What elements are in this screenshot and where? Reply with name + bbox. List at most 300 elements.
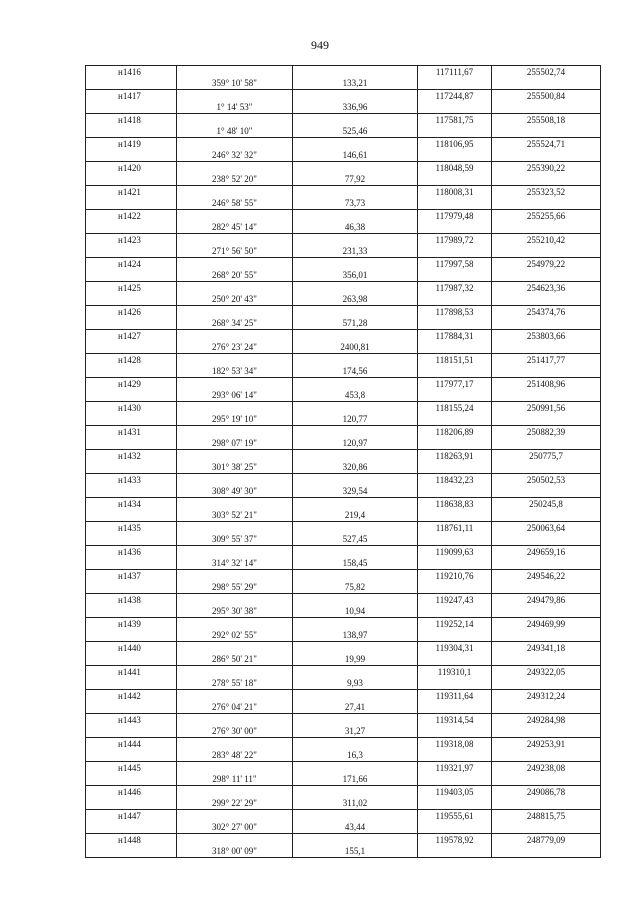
empty-cell (492, 390, 601, 402)
x-coordinate: 119310,1 (418, 666, 492, 678)
segment-row (86, 678, 601, 690)
point-name: н1423 (86, 234, 177, 246)
direction-angle: 276° 30' 00" (177, 726, 293, 738)
y-coordinate: 249322,05 (492, 666, 601, 678)
direction-angle: 314° 32' 14" (177, 558, 293, 570)
empty-cell (177, 498, 293, 510)
segment-row (86, 774, 601, 786)
segment-length: 120,97 (293, 438, 418, 450)
x-coordinate: 117997,58 (418, 258, 492, 270)
empty-cell (86, 774, 177, 786)
empty-cell (177, 546, 293, 558)
segment-length: 75,82 (293, 582, 418, 594)
empty-cell (492, 294, 601, 306)
empty-cell (418, 510, 492, 522)
empty-cell (177, 834, 293, 846)
empty-cell (293, 522, 418, 534)
empty-cell (418, 414, 492, 426)
direction-angle: 271° 56' 50" (177, 246, 293, 258)
segment-length: 120,77 (293, 414, 418, 426)
empty-cell (293, 378, 418, 390)
empty-cell (492, 774, 601, 786)
empty-cell (86, 630, 177, 642)
empty-cell (293, 450, 418, 462)
empty-cell (177, 570, 293, 582)
point-row (86, 762, 601, 774)
empty-cell (177, 522, 293, 534)
point-name: н1439 (86, 618, 177, 630)
empty-cell (177, 282, 293, 294)
empty-cell (86, 366, 177, 378)
empty-cell (293, 762, 418, 774)
point-row (86, 570, 601, 582)
x-coordinate: 119247,43 (418, 594, 492, 606)
segment-length: 311,02 (293, 798, 418, 810)
empty-cell (177, 114, 293, 126)
empty-cell (492, 174, 601, 186)
y-coordinate: 249479,86 (492, 594, 601, 606)
empty-cell (293, 282, 418, 294)
segment-length: 571,28 (293, 318, 418, 330)
empty-cell (86, 822, 177, 834)
x-coordinate: 119099,63 (418, 546, 492, 558)
segment-length: 19,99 (293, 654, 418, 666)
point-name: н1432 (86, 450, 177, 462)
point-row (86, 786, 601, 798)
empty-cell (492, 654, 601, 666)
x-coordinate: 118155,24 (418, 402, 492, 414)
segment-row (86, 630, 601, 642)
empty-cell (492, 534, 601, 546)
empty-cell (293, 690, 418, 702)
point-row (86, 522, 601, 534)
empty-cell (86, 294, 177, 306)
empty-cell (177, 762, 293, 774)
direction-angle: 282° 45' 14" (177, 222, 293, 234)
segment-length: 336,96 (293, 102, 418, 114)
empty-cell (418, 126, 492, 138)
empty-cell (293, 618, 418, 630)
segment-length: 2400,81 (293, 342, 418, 354)
point-name: н1421 (86, 186, 177, 198)
point-row (86, 138, 601, 150)
empty-cell (492, 342, 601, 354)
empty-cell (86, 798, 177, 810)
empty-cell (293, 594, 418, 606)
segment-length: 46,38 (293, 222, 418, 234)
point-name: н1427 (86, 330, 177, 342)
point-name: н1418 (86, 114, 177, 126)
direction-angle: 276° 04' 21" (177, 702, 293, 714)
x-coordinate: 118638,83 (418, 498, 492, 510)
empty-cell (177, 66, 293, 78)
point-name: н1426 (86, 306, 177, 318)
empty-cell (418, 750, 492, 762)
empty-cell (492, 726, 601, 738)
point-row (86, 66, 601, 78)
empty-cell (293, 426, 418, 438)
point-name: н1441 (86, 666, 177, 678)
direction-angle: 268° 34' 25" (177, 318, 293, 330)
y-coordinate: 248779,09 (492, 834, 601, 846)
empty-cell (418, 246, 492, 258)
x-coordinate: 117977,17 (418, 378, 492, 390)
empty-cell (418, 222, 492, 234)
point-name: н1429 (86, 378, 177, 390)
direction-angle: 301° 38' 25" (177, 462, 293, 474)
empty-cell (418, 270, 492, 282)
empty-cell (492, 150, 601, 162)
empty-cell (86, 246, 177, 258)
empty-cell (293, 186, 418, 198)
empty-cell (86, 582, 177, 594)
empty-cell (86, 462, 177, 474)
point-name: н1430 (86, 402, 177, 414)
segment-row (86, 126, 601, 138)
y-coordinate: 255508,18 (492, 114, 601, 126)
empty-cell (418, 678, 492, 690)
segment-length: 329,54 (293, 486, 418, 498)
y-coordinate: 250502,53 (492, 474, 601, 486)
empty-cell (177, 306, 293, 318)
empty-cell (418, 102, 492, 114)
empty-cell (293, 114, 418, 126)
point-name: н1448 (86, 834, 177, 846)
segment-row (86, 78, 601, 90)
empty-cell (293, 738, 418, 750)
point-row (86, 642, 601, 654)
empty-cell (418, 462, 492, 474)
empty-cell (293, 570, 418, 582)
direction-angle: 246° 32' 32" (177, 150, 293, 162)
y-coordinate: 249284,98 (492, 714, 601, 726)
x-coordinate: 119403,05 (418, 786, 492, 798)
y-coordinate: 250882,39 (492, 426, 601, 438)
empty-cell (492, 510, 601, 522)
point-name: н1424 (86, 258, 177, 270)
coordinates-table-body (86, 66, 601, 858)
empty-cell (293, 402, 418, 414)
empty-cell (177, 642, 293, 654)
point-row (86, 162, 601, 174)
empty-cell (177, 594, 293, 606)
point-name: н1422 (86, 210, 177, 222)
segment-row (86, 198, 601, 210)
segment-row (86, 798, 601, 810)
empty-cell (177, 786, 293, 798)
empty-cell (177, 666, 293, 678)
segment-row (86, 654, 601, 666)
empty-cell (492, 270, 601, 282)
empty-cell (177, 138, 293, 150)
empty-cell (418, 582, 492, 594)
point-name: н1420 (86, 162, 177, 174)
x-coordinate: 118048,59 (418, 162, 492, 174)
y-coordinate: 255210,42 (492, 234, 601, 246)
segment-row (86, 438, 601, 450)
empty-cell (177, 210, 293, 222)
empty-cell (418, 438, 492, 450)
empty-cell (492, 414, 601, 426)
point-row (86, 330, 601, 342)
empty-cell (418, 390, 492, 402)
point-name: н1440 (86, 642, 177, 654)
empty-cell (418, 774, 492, 786)
empty-cell (177, 450, 293, 462)
direction-angle: 308° 49' 30" (177, 486, 293, 498)
direction-angle: 295° 19' 10" (177, 414, 293, 426)
empty-cell (492, 486, 601, 498)
empty-cell (293, 834, 418, 846)
y-coordinate: 254374,76 (492, 306, 601, 318)
y-coordinate: 250245,8 (492, 498, 601, 510)
direction-angle: 293° 06' 14" (177, 390, 293, 402)
segment-length: 138,97 (293, 630, 418, 642)
point-name: н1447 (86, 810, 177, 822)
direction-angle: 286° 50' 21" (177, 654, 293, 666)
empty-cell (492, 78, 601, 90)
point-row (86, 498, 601, 510)
coordinates-table (85, 65, 601, 858)
y-coordinate: 255323,52 (492, 186, 601, 198)
point-name: н1443 (86, 714, 177, 726)
direction-angle: 309° 55' 37" (177, 534, 293, 546)
segment-row (86, 174, 601, 186)
empty-cell (86, 342, 177, 354)
segment-row (86, 270, 601, 282)
segment-row (86, 534, 601, 546)
empty-cell (177, 354, 293, 366)
point-row (86, 402, 601, 414)
x-coordinate: 119304,31 (418, 642, 492, 654)
y-coordinate: 254623,36 (492, 282, 601, 294)
segment-length: 320,86 (293, 462, 418, 474)
x-coordinate: 119311,64 (418, 690, 492, 702)
x-coordinate: 119314,54 (418, 714, 492, 726)
point-name: н1442 (86, 690, 177, 702)
empty-cell (177, 90, 293, 102)
segment-row (86, 750, 601, 762)
empty-cell (492, 678, 601, 690)
empty-cell (492, 198, 601, 210)
y-coordinate: 255390,22 (492, 162, 601, 174)
segment-row (86, 558, 601, 570)
empty-cell (418, 294, 492, 306)
segment-length: 356,01 (293, 270, 418, 282)
empty-cell (86, 678, 177, 690)
empty-cell (293, 474, 418, 486)
segment-length: 263,98 (293, 294, 418, 306)
x-coordinate: 118263,91 (418, 450, 492, 462)
x-coordinate: 117979,48 (418, 210, 492, 222)
empty-cell (418, 654, 492, 666)
x-coordinate: 118206,89 (418, 426, 492, 438)
x-coordinate: 118761,11 (418, 522, 492, 534)
segment-length: 10,94 (293, 606, 418, 618)
segment-row (86, 414, 601, 426)
empty-cell (86, 150, 177, 162)
empty-cell (293, 90, 418, 102)
segment-row (86, 222, 601, 234)
y-coordinate: 249469,99 (492, 618, 601, 630)
point-row (86, 90, 601, 102)
empty-cell (177, 714, 293, 726)
segment-row (86, 846, 601, 858)
point-row (86, 186, 601, 198)
x-coordinate: 119578,92 (418, 834, 492, 846)
empty-cell (177, 618, 293, 630)
empty-cell (177, 162, 293, 174)
y-coordinate: 255524,71 (492, 138, 601, 150)
empty-cell (418, 150, 492, 162)
empty-cell (492, 582, 601, 594)
direction-angle: 295° 30' 38" (177, 606, 293, 618)
segment-row (86, 294, 601, 306)
empty-cell (293, 714, 418, 726)
point-row (86, 618, 601, 630)
direction-angle: 1° 14' 53" (177, 102, 293, 114)
point-name: н1446 (86, 786, 177, 798)
empty-cell (177, 402, 293, 414)
empty-cell (418, 486, 492, 498)
y-coordinate: 250991,56 (492, 402, 601, 414)
empty-cell (293, 210, 418, 222)
x-coordinate: 117989,72 (418, 234, 492, 246)
segment-length: 219,4 (293, 510, 418, 522)
point-name: н1434 (86, 498, 177, 510)
point-name: н1428 (86, 354, 177, 366)
empty-cell (418, 174, 492, 186)
empty-cell (86, 126, 177, 138)
empty-cell (418, 606, 492, 618)
empty-cell (492, 798, 601, 810)
y-coordinate: 249341,18 (492, 642, 601, 654)
direction-angle: 278° 55' 18" (177, 678, 293, 690)
x-coordinate: 118008,31 (418, 186, 492, 198)
empty-cell (86, 846, 177, 858)
point-row (86, 258, 601, 270)
empty-cell (293, 354, 418, 366)
empty-cell (86, 558, 177, 570)
empty-cell (86, 486, 177, 498)
direction-angle: 268° 20' 55" (177, 270, 293, 282)
direction-angle: 238° 52' 20" (177, 174, 293, 186)
point-row (86, 546, 601, 558)
segment-length: 231,33 (293, 246, 418, 258)
x-coordinate: 117884,31 (418, 330, 492, 342)
empty-cell (86, 606, 177, 618)
point-row (86, 354, 601, 366)
segment-row (86, 102, 601, 114)
direction-angle: 246° 58' 55" (177, 198, 293, 210)
point-row (86, 282, 601, 294)
empty-cell (293, 234, 418, 246)
point-row (86, 450, 601, 462)
direction-angle: 359° 10' 58" (177, 78, 293, 90)
empty-cell (86, 174, 177, 186)
segment-length: 453,8 (293, 390, 418, 402)
point-name: н1445 (86, 762, 177, 774)
empty-cell (418, 78, 492, 90)
empty-cell (492, 630, 601, 642)
segment-row (86, 726, 601, 738)
point-row (86, 474, 601, 486)
x-coordinate: 117987,32 (418, 282, 492, 294)
segment-row (86, 510, 601, 522)
empty-cell (418, 822, 492, 834)
empty-cell (293, 138, 418, 150)
empty-cell (418, 846, 492, 858)
point-row (86, 210, 601, 222)
direction-angle: 303° 52' 21" (177, 510, 293, 522)
segment-row (86, 486, 601, 498)
segment-row (86, 366, 601, 378)
empty-cell (86, 726, 177, 738)
point-row (86, 810, 601, 822)
point-name: н1437 (86, 570, 177, 582)
segment-row (86, 462, 601, 474)
y-coordinate: 248815,75 (492, 810, 601, 822)
direction-angle: 276° 23' 24" (177, 342, 293, 354)
x-coordinate: 119318,08 (418, 738, 492, 750)
point-name: н1436 (86, 546, 177, 558)
segment-length: 9,93 (293, 678, 418, 690)
segment-length: 155,1 (293, 846, 418, 858)
empty-cell (492, 606, 601, 618)
y-coordinate: 249238,08 (492, 762, 601, 774)
y-coordinate: 251408,96 (492, 378, 601, 390)
x-coordinate: 119252,14 (418, 618, 492, 630)
direction-angle: 298° 11' 11" (177, 774, 293, 786)
empty-cell (418, 534, 492, 546)
point-name: н1431 (86, 426, 177, 438)
empty-cell (418, 366, 492, 378)
empty-cell (293, 546, 418, 558)
x-coordinate: 117111,67 (418, 66, 492, 78)
y-coordinate: 250063,64 (492, 522, 601, 534)
segment-row (86, 606, 601, 618)
empty-cell (86, 222, 177, 234)
empty-cell (492, 102, 601, 114)
segment-row (86, 390, 601, 402)
empty-cell (86, 78, 177, 90)
y-coordinate: 253803,66 (492, 330, 601, 342)
point-row (86, 738, 601, 750)
empty-cell (418, 726, 492, 738)
point-row (86, 306, 601, 318)
y-coordinate: 255255,66 (492, 210, 601, 222)
segment-length: 525,46 (293, 126, 418, 138)
point-row (86, 690, 601, 702)
empty-cell (492, 846, 601, 858)
empty-cell (86, 414, 177, 426)
empty-cell (492, 462, 601, 474)
x-coordinate: 117244,87 (418, 90, 492, 102)
segment-row (86, 150, 601, 162)
empty-cell (492, 750, 601, 762)
empty-cell (86, 318, 177, 330)
x-coordinate: 118151,51 (418, 354, 492, 366)
y-coordinate: 249086,78 (492, 786, 601, 798)
point-row (86, 714, 601, 726)
empty-cell (177, 234, 293, 246)
point-name: н1444 (86, 738, 177, 750)
empty-cell (86, 534, 177, 546)
empty-cell (418, 198, 492, 210)
point-name: н1416 (86, 66, 177, 78)
y-coordinate: 249312,24 (492, 690, 601, 702)
empty-cell (86, 702, 177, 714)
